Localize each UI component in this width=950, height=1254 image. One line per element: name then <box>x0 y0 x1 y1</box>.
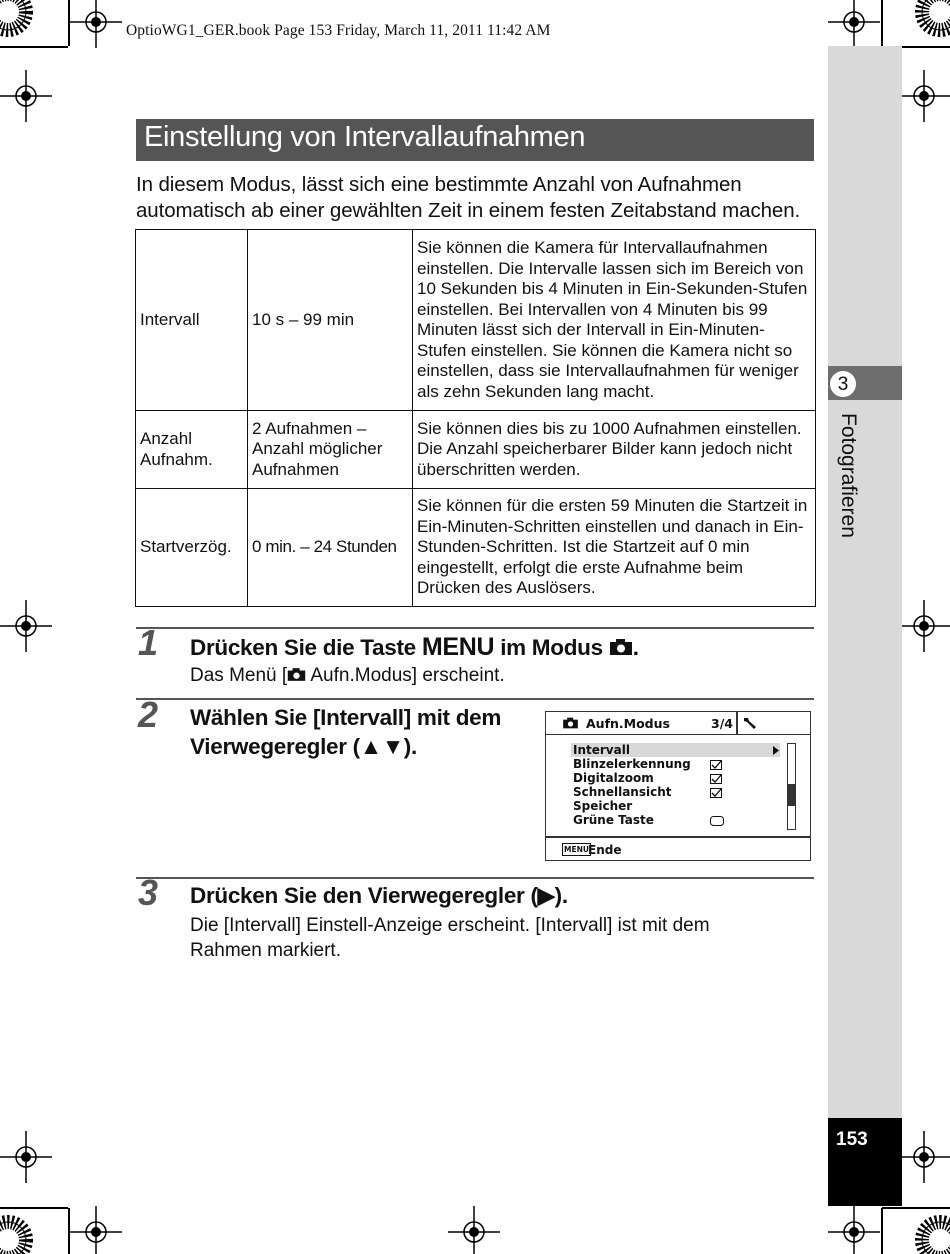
tab-separator <box>736 712 738 734</box>
menu-scrollbar[interactable] <box>787 743 796 830</box>
menu-item-intervall[interactable]: Intervall <box>573 743 630 757</box>
arrow-right-icon <box>773 746 779 755</box>
step-description: Rahmen markiert. <box>190 940 341 961</box>
table-cell-range: 0 min. – 24 Stunden <box>248 489 413 607</box>
table-row <box>136 230 816 411</box>
menu-footer-divider <box>546 836 810 838</box>
step-title: Vierwegeregler (▲▼). <box>190 734 417 759</box>
chapter-number: 3 <box>830 371 856 397</box>
page-number: 153 <box>836 1129 868 1150</box>
menu-end-label: Ende <box>588 843 622 857</box>
table-cell-name: Anzahl Aufnahm. <box>136 411 248 489</box>
step-number: 3 <box>138 872 159 913</box>
step-title: Wählen Sie [Intervall] mit dem <box>190 705 502 730</box>
table-row <box>136 489 816 607</box>
camera-icon <box>562 717 579 729</box>
step-divider <box>136 698 814 700</box>
step-title: Drücken Sie den Vierwegeregler (▶). <box>190 883 568 908</box>
step-desc-text: Das Menü [ <box>190 665 288 686</box>
menu-item-blinzelerkennung[interactable]: Blinzelerkennung <box>573 757 691 771</box>
menu-item-digitalzoom[interactable]: Digitalzoom <box>573 771 654 785</box>
step-divider <box>136 627 814 629</box>
table-cell-description: Sie können die Kamera für Intervallaufnahmen einstellen. Die Intervalle lassen sich im Bereich von 10 Sekunden bis 4 Minuten in Ein-Sekunden-Stufen einstellen. Bei Intervallen von 4 Minuten bis 99 Minuten lässt sich der Intervall in Ein-Minuten-Stufen einstellen. Sie können die Kamera nicht so einstellen, dass sie Intervallaufnahmen für weniger als zehn Sekunden lang macht. <box>413 230 816 411</box>
table-cell-name: Intervall <box>136 230 248 411</box>
step-desc-text: Aufn.Modus] erscheint. <box>306 665 505 686</box>
side-strip <box>828 46 902 1206</box>
page-title: Einstellung von Intervallaufnahmen <box>144 121 586 153</box>
menu-item-schnellansicht[interactable]: Schnellansicht <box>573 785 672 799</box>
checkbox-checked-icon[interactable] <box>710 774 722 784</box>
wrench-icon <box>742 716 758 730</box>
menu-item-gruene-taste[interactable]: Grüne Taste <box>573 813 654 827</box>
menu-button-icon: MENU <box>564 845 589 854</box>
step-title-text: Drücken Sie die Taste <box>190 635 422 660</box>
camera-menu-screen <box>545 711 811 861</box>
checkbox-checked-icon[interactable] <box>710 788 722 798</box>
camera-icon <box>609 638 633 656</box>
menu-page-indicator: 3/4 <box>711 716 733 731</box>
scroll-thumb[interactable] <box>788 784 795 806</box>
settings-table <box>135 229 816 607</box>
menu-title: Aufn.Modus <box>586 716 670 731</box>
table-row <box>136 411 816 489</box>
checkbox-checked-icon[interactable] <box>710 760 722 770</box>
table-cell-name: Startverzög. <box>136 489 248 607</box>
step-title-text: im Modus <box>494 635 609 660</box>
table-cell-description: Sie können dies bis zu 1000 Aufnahmen einstellen. Die Anzahl speicherbarer Bilder kann jedoch nicht überschritten werden. <box>413 411 816 489</box>
table-cell-range: 2 Aufnahmen – Anzahl möglicher Aufnahmen <box>248 411 413 489</box>
chapter-label: Fotografieren <box>837 413 860 538</box>
camera-icon <box>287 667 306 682</box>
menu-header <box>546 712 810 735</box>
table-cell-range: 10 s – 99 min <box>248 230 413 411</box>
step-number: 1 <box>138 622 159 663</box>
green-button-icon[interactable] <box>710 816 724 826</box>
table-cell-description: Sie können für die ersten 59 Minuten die Startzeit in Ein-Minuten-Schritten einstellen und danach in Ein-Stunden-Schritten. Ist die Startzeit auf 0 min eingestellt, erfolgt die erste Aufnahme beim Drücken des Auslösers. <box>413 489 816 607</box>
menu-key-label: MENU <box>421 633 495 661</box>
step-description <box>190 663 505 688</box>
step-description: Die [Intervall] Einstell-Anzeige erscheint. [Intervall] ist mit dem <box>190 915 710 936</box>
menu-item-speicher[interactable]: Speicher <box>573 799 633 813</box>
intro-paragraph: In diesem Modus, lässt sich eine bestimmte Anzahl von Aufnahmen automatisch ab einer gewählten Zeit in einem festen Zeitabstand machen. <box>136 173 801 222</box>
step-title-text: . <box>632 635 639 660</box>
print-header: OptioWG1_GER.book Page 153 Friday, March 11, 2011 11:42 AM <box>126 22 551 39</box>
step-title <box>190 633 639 662</box>
step-divider <box>136 877 814 879</box>
step-number: 2 <box>138 694 159 735</box>
